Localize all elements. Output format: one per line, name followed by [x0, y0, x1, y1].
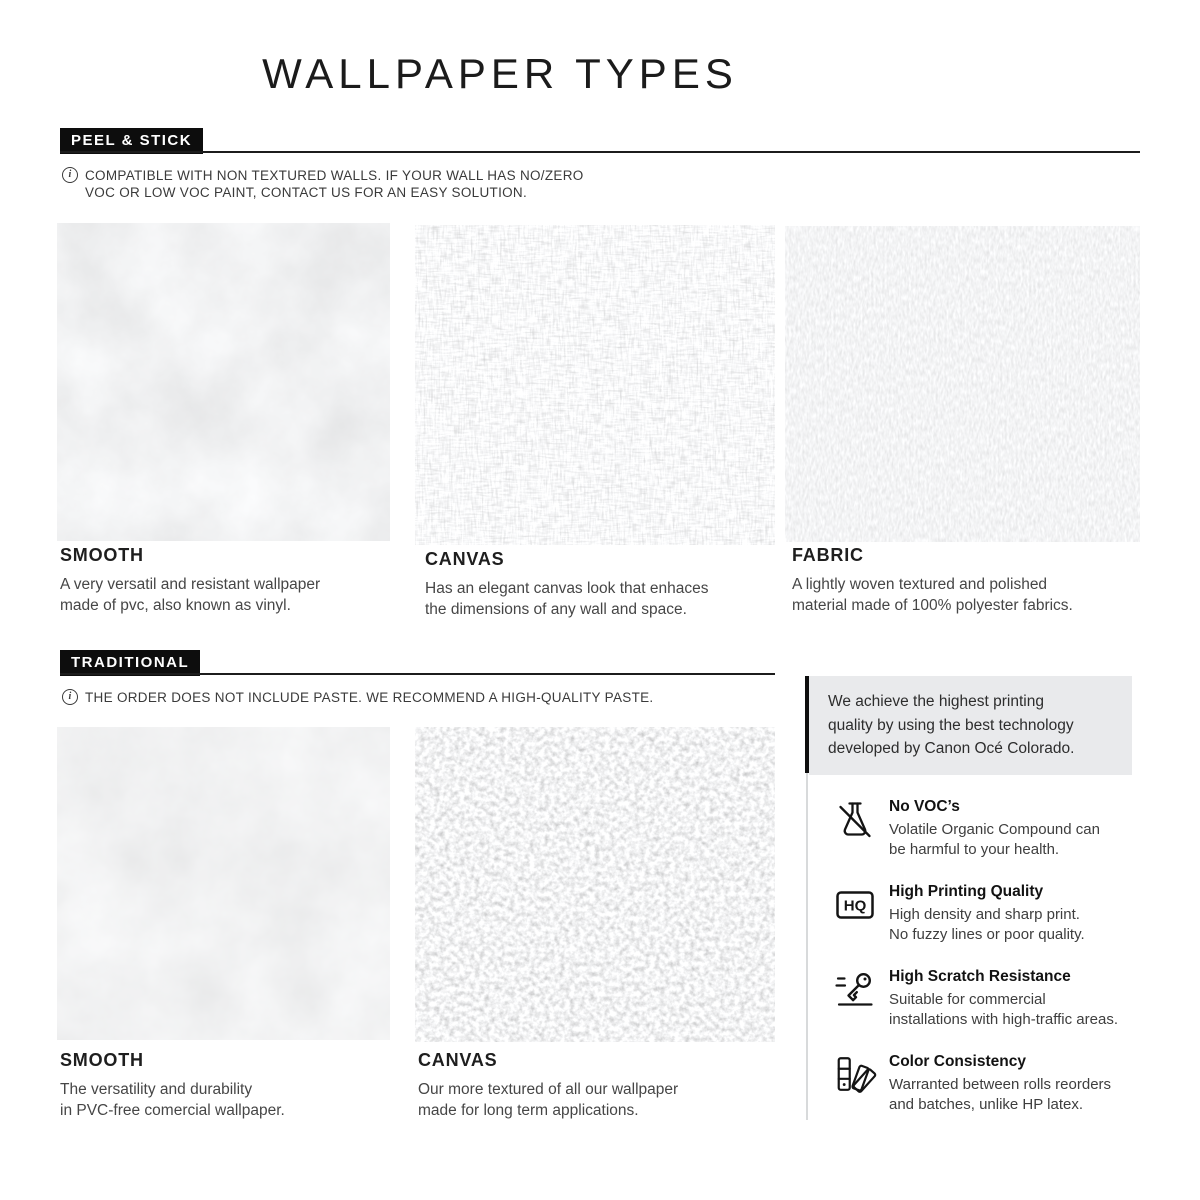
scratch-resistance-key-icon: [833, 968, 877, 1012]
badge-label: PEEL & STICK: [60, 128, 203, 154]
swatch-description-line: made of pvc, also known as vinyl.: [60, 597, 291, 614]
caption-traditional-smooth: [60, 1050, 390, 1121]
peel-stick-note: [62, 167, 584, 201]
swatch-traditional-smooth: [57, 727, 390, 1040]
badge-label: TRADITIONAL: [60, 650, 200, 676]
feature-line: Warranted between rolls reorders: [889, 1076, 1112, 1093]
swatch-description-line: Has an elegant canvas look that enhaces: [425, 580, 709, 597]
feature-color-consistency: [889, 1053, 1145, 1115]
info-icon: i: [62, 167, 78, 183]
feature-high-printing-quality: [889, 883, 1145, 945]
smooth-pvc-free-sample: [57, 727, 390, 1040]
caption-peel-fabric: [792, 545, 1137, 616]
callout-line: developed by Canon Océ Colorado.: [828, 740, 1075, 757]
swatch-name: SMOOTH: [60, 545, 144, 565]
section-divider-peel-stick: [60, 151, 1140, 153]
feature-line: be harmful to your health.: [889, 841, 1060, 858]
fine-canvas-sample: [415, 225, 775, 545]
feature-scratch-resistance: [889, 968, 1145, 1030]
feature-no-voc: [889, 798, 1145, 860]
feature-title: No VOC’s: [889, 798, 960, 815]
note-line: THE ORDER DOES NOT INCLUDE PASTE. WE RECOMMEND A HIGH-QUALITY PASTE.: [85, 690, 654, 705]
note-line: COMPATIBLE WITH NON TEXTURED WALLS. IF YOUR WALL HAS NO/ZERO: [85, 168, 584, 183]
swatch-name: CANVAS: [425, 549, 505, 569]
feature-title: High Scratch Resistance: [889, 968, 1071, 985]
swatch-description-line: made for long term applications.: [418, 1102, 639, 1119]
swatch-description-line: the dimensions of any wall and space.: [425, 601, 687, 618]
swatch-name: FABRIC: [792, 545, 864, 565]
swatch-description-line: The versatility and durability: [60, 1081, 253, 1098]
swatch-name: CANVAS: [418, 1050, 498, 1070]
feature-title: Color Consistency: [889, 1053, 1026, 1070]
caption-peel-smooth: [60, 545, 390, 616]
note-line: VOC OR LOW VOC PAINT, CONTACT US FOR AN EASY SOLUTION.: [85, 185, 528, 200]
swatch-peel-fabric: [785, 226, 1140, 542]
feature-line: Suitable for commercial: [889, 991, 1046, 1008]
smooth-vinyl-sample: [57, 223, 390, 541]
section-divider-traditional: [60, 673, 775, 675]
note-text: [85, 689, 653, 706]
callout-line: quality by using the best technology: [828, 716, 1074, 734]
no-voc-icon: [833, 798, 877, 842]
feature-title: High Printing Quality: [889, 883, 1044, 900]
swatch-description-line: A lightly woven textured and polished: [792, 576, 1048, 593]
feature-line: installations with high-traffic areas.: [889, 1011, 1118, 1028]
swatch-description-line: in PVC-free comercial wallpaper.: [60, 1102, 285, 1119]
traditional-note: [62, 689, 653, 706]
swatch-description-line: material made of 100% polyester fabrics.: [792, 597, 1073, 614]
callout-line: We achieve the highest printing: [828, 693, 1044, 710]
feature-line: Volatile Organic Compound can: [889, 821, 1100, 838]
feature-line: and batches, unlike HP latex.: [889, 1096, 1084, 1113]
high-quality-print-icon: [833, 883, 877, 927]
page-title: WALLPAPER TYPES: [262, 50, 738, 97]
hq-glyph: HQ: [843, 897, 867, 915]
swatch-description-line: Our more textured of all our wallpaper: [418, 1081, 679, 1098]
note-text: [85, 167, 584, 201]
swatch-traditional-canvas: [415, 727, 775, 1042]
caption-traditional-canvas: [418, 1050, 768, 1121]
swatch-peel-canvas: [415, 225, 775, 545]
coarse-canvas-sample: [415, 727, 775, 1042]
feature-line: No fuzzy lines or poor quality.: [889, 926, 1085, 943]
woven-fabric-sample: [785, 226, 1140, 542]
color-swatch-fan-icon: [833, 1053, 877, 1097]
swatch-name: SMOOTH: [60, 1050, 144, 1070]
caption-peel-canvas: [425, 549, 775, 620]
info-icon: i: [62, 689, 78, 705]
feature-line: High density and sharp print.: [889, 906, 1080, 923]
printing-quality-callout: [809, 676, 1132, 775]
swatch-description-line: A very versatil and resistant wallpaper: [60, 576, 321, 593]
swatch-peel-smooth: [57, 223, 390, 541]
